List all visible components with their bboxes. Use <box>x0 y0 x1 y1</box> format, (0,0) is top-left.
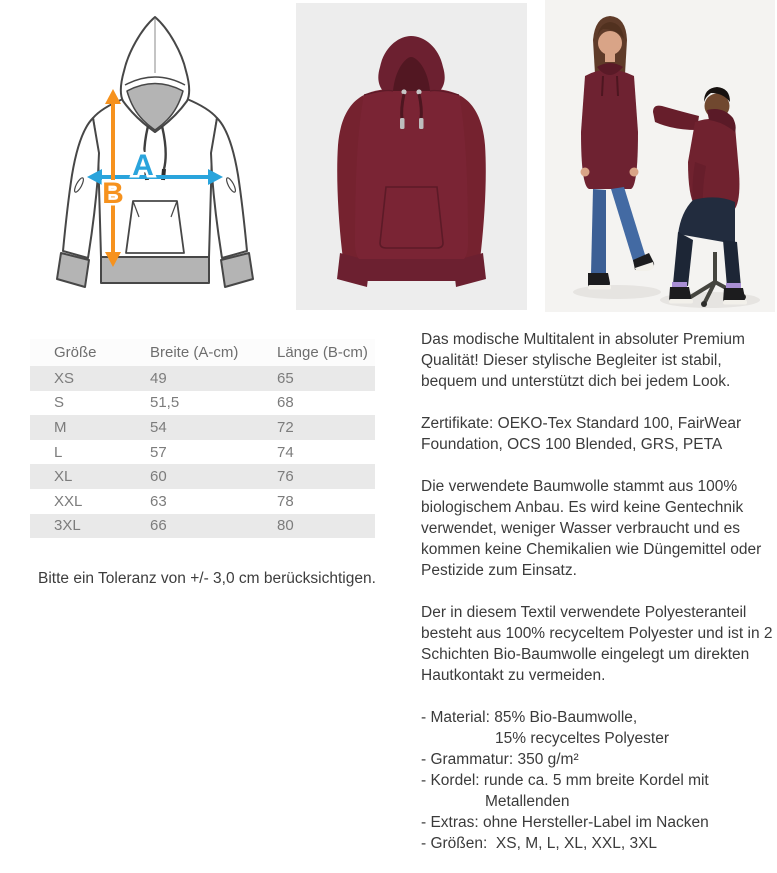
cell-size: XS <box>54 369 75 387</box>
product-hoodie-illustration <box>296 3 527 310</box>
table-row <box>30 415 375 440</box>
spec-list <box>421 707 773 854</box>
table-row <box>30 391 375 416</box>
cell-width: 63 <box>150 492 167 510</box>
cell-length: 80 <box>277 517 294 535</box>
spec-kordel: - Kordel: runde ca. 5 mm breite Kordel mit <box>421 772 709 789</box>
size-table-header <box>30 339 375 366</box>
table-row <box>30 514 375 539</box>
spec-material: - Material: 85% Bio-Baumwolle, <box>421 709 638 726</box>
cell-size: XXL <box>54 492 83 510</box>
polyester-paragraph: Der in diesem Textil verwendete Polyesteranteil besteht aus 100% recyceltem Polyester und ist in 2 Schichten Bio-Baumwolle eingelegt um direkten Hautkontakt zu vermeiden. <box>421 604 773 684</box>
spec-sizes: - Größen: XS, M, L, XL, XXL, 3XL <box>421 835 658 852</box>
models-photo[interactable] <box>545 0 775 312</box>
certificates-paragraph: Zertifikate: OEKO-Tex Standard 100, FairWear Foundation, OCS 100 Blended, GRS, PETA <box>421 415 742 453</box>
cell-size: M <box>54 418 67 436</box>
col-header-size: Größe <box>54 344 97 361</box>
cell-width: 49 <box>150 369 167 387</box>
col-header-length: Länge (B-cm) <box>277 344 368 361</box>
cell-size: L <box>54 443 63 461</box>
cell-width: 57 <box>150 443 167 461</box>
spec-grammatur: - Grammatur: 350 g/m² <box>421 751 579 768</box>
tolerance-note: Bitte ein Toleranz von +/- 3,0 cm berücksichtigen. <box>38 570 376 587</box>
spec-kordel-cont: Metallenden <box>485 793 570 810</box>
label-b: B <box>102 177 124 210</box>
cell-length: 76 <box>277 468 294 486</box>
hoodie-line-art <box>57 17 253 287</box>
spec-extras: - Extras: ohne Hersteller-Label im Nacken <box>421 814 709 831</box>
col-header-width: Breite (A-cm) <box>150 344 239 361</box>
cell-size: XL <box>54 468 73 486</box>
spec-material-cont: 15% recyceltes Polyester <box>495 730 670 747</box>
table-row <box>30 366 375 391</box>
size-guide-image[interactable] <box>33 5 277 305</box>
cell-width: 54 <box>150 418 167 436</box>
size-guide-illustration <box>33 5 277 305</box>
product-description <box>421 329 773 854</box>
cell-width: 60 <box>150 468 167 486</box>
table-row <box>30 464 375 489</box>
table-row <box>30 489 375 514</box>
cell-length: 72 <box>277 418 294 436</box>
cell-size: 3XL <box>54 517 81 535</box>
cell-length: 68 <box>277 394 294 412</box>
product-photo[interactable] <box>296 3 527 310</box>
cell-size: S <box>54 394 65 412</box>
size-table <box>30 339 375 538</box>
models-illustration <box>545 0 775 312</box>
cell-length: 74 <box>277 443 294 461</box>
cotton-paragraph: Die verwendete Baumwolle stammt aus 100% biologischem Anbau. Es wird keine Gentechnik verwendet, weniger Wasser verbraucht und es kommen keine Chemikalien wie Düngemittel oder Pestizide zum Einsatz. <box>421 478 762 579</box>
description-paragraph: Das modische Multitalent in absoluter Premium Qualität! Dieser stylische Begleiter ist stabil, bequem und unterstützt dich bei jedem Look. <box>421 331 745 390</box>
cell-width: 66 <box>150 517 167 535</box>
cell-width: 51,5 <box>150 394 180 412</box>
table-row <box>30 440 375 465</box>
cell-length: 78 <box>277 492 294 510</box>
cell-length: 65 <box>277 369 294 387</box>
label-a: A <box>132 149 154 182</box>
